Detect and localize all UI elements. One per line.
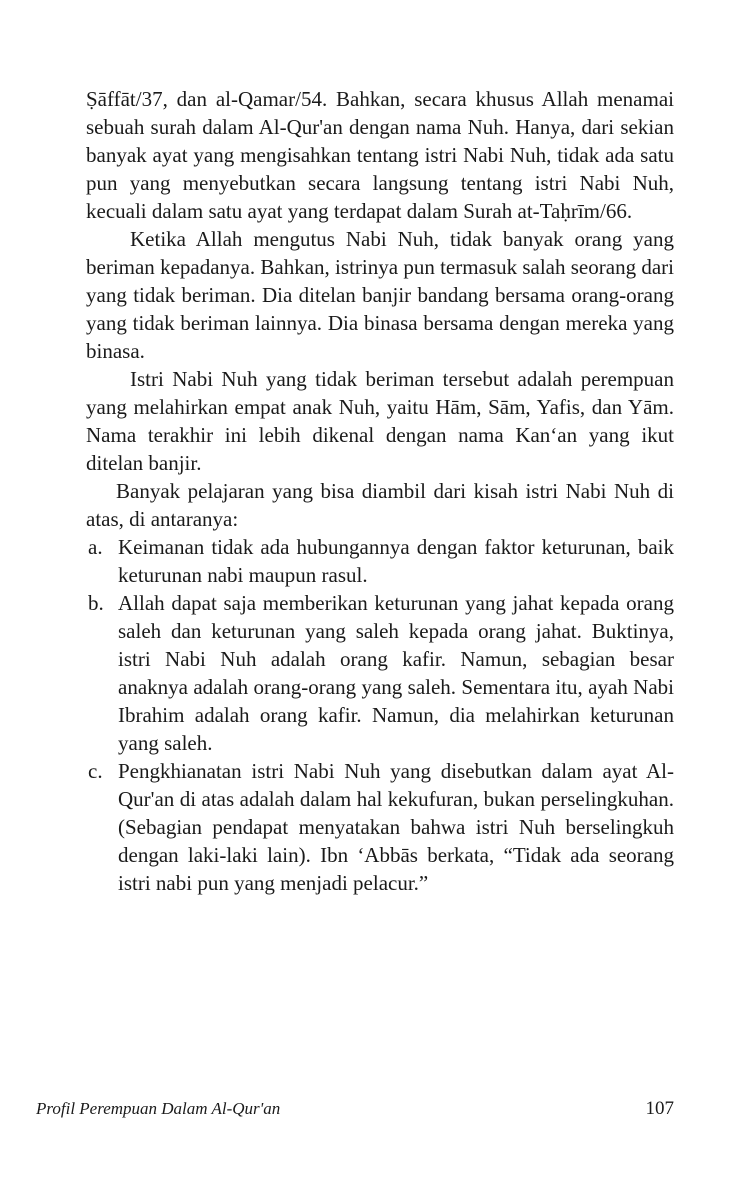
list-item: [86, 589, 674, 757]
list-marker: c.: [88, 759, 103, 783]
paragraph-lessons-intro: Banyak pelajaran yang bisa diambil dari kisah istri Nabi Nuh di atas, di antaranya:: [86, 479, 674, 531]
page-footer: [36, 1098, 674, 1122]
list-marker: a.: [88, 535, 103, 559]
paragraph-nuh-children: Istri Nabi Nuh yang tidak beriman tersebut adalah perempuan yang melahirkan empat anak Nuh, yaitu Hām, Sām, Yafis, dan Yām. Nama terakhir ini lebih dikenal dengan nama Kan‘an yang ikut ditelan banjir.: [86, 367, 674, 475]
list-item: [86, 533, 674, 589]
running-title: Profil Perempuan Dalam Al-Qur'an: [36, 1099, 281, 1118]
list-item: [86, 757, 674, 897]
list-item-text: Allah dapat saja memberikan keturunan yang jahat kepada orang saleh dan keturunan yang saleh kepada orang jahat. Buktinya, istri Nabi Nuh adalah orang kafir. Namun, sebagian besar anaknya adalah orang-orang yang saleh. Sementara itu, ayah Nabi Ibrahim adalah orang kafir. Namun, dia melahirkan keturunan yang saleh.: [118, 591, 674, 755]
list-marker: b.: [88, 591, 104, 615]
page-number: 107: [645, 1098, 674, 1119]
book-page-body: [86, 85, 674, 897]
list-item-text: Pengkhianatan istri Nabi Nuh yang disebutkan dalam ayat Al-Qur'an di atas adalah dalam hal kekufuran, bukan perselingkuhan. (Sebagian pendapat menyatakan bahwa istri Nuh berselingkuh dengan laki-laki lain). Ibn ‘Abbās berkata, “Tidak ada seorang istri nabi pun yang menjadi pelacur.”: [118, 759, 674, 895]
paragraph-prophet-nuh-mission: Ketika Allah mengutus Nabi Nuh, tidak banyak orang yang beriman kepadanya. Bahkan, istrinya pun termasuk salah seorang dari yang tidak beriman. Dia ditelan banjir bandang bersama orang-orang yang tidak beriman lainnya. Dia binasa bersama dengan mereka yang binasa.: [86, 227, 674, 363]
paragraph-continuation: Ṣāffāt/37, dan al-Qamar/54. Bahkan, secara khusus Allah menamai sebuah surah dalam Al-Qur'an dengan nama Nuh. Hanya, dari sekian banyak ayat yang mengisahkan tentang istri Nabi Nuh, tidak ada satu pun yang menyebutkan secara langsung tentang istri Nabi Nuh, kecuali dalam satu ayat yang terdapat dalam Surah at-Taḥrīm/66.: [86, 87, 674, 223]
lessons-list: [86, 533, 674, 897]
list-item-text: Keimanan tidak ada hubungannya dengan faktor keturunan, baik keturunan nabi maupun rasul.: [118, 535, 674, 587]
